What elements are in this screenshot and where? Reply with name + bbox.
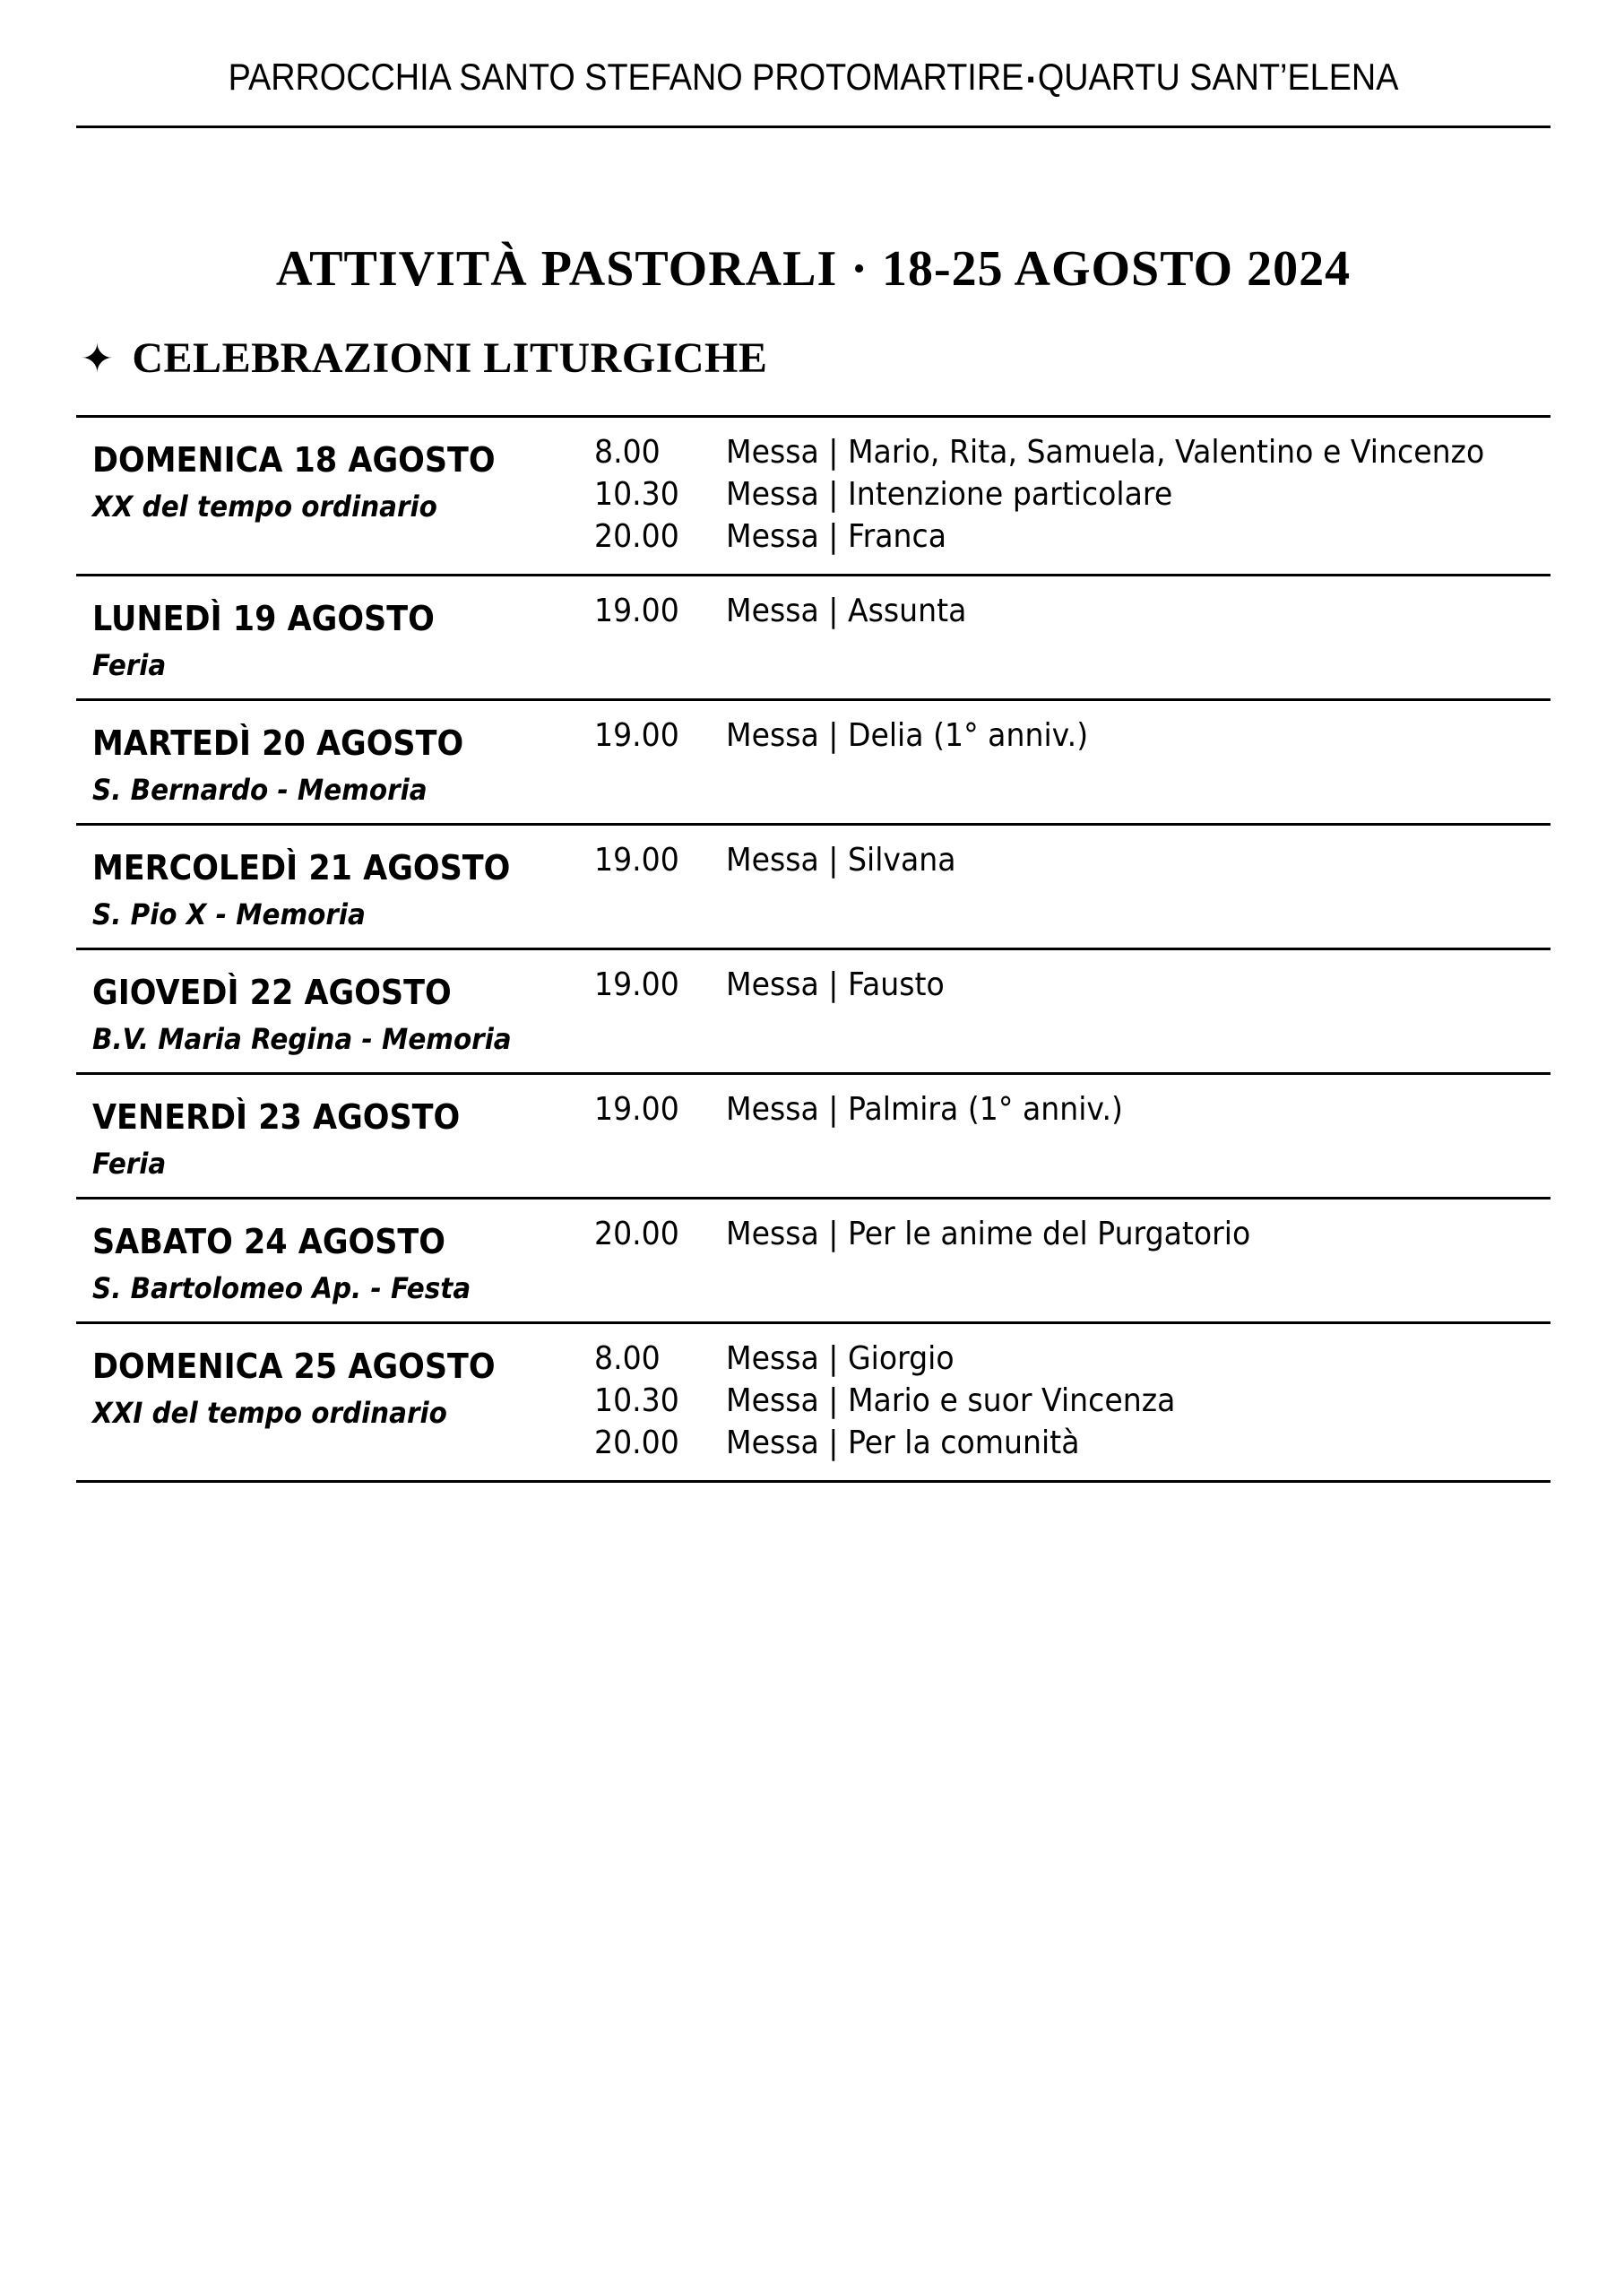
day-description: B.V. Maria Regina - Memoria [92, 1022, 512, 1056]
day-name: DOMENICA 18 AGOSTO [92, 440, 496, 480]
mass-time: 10.30 [594, 476, 679, 513]
mass-list [594, 717, 1544, 759]
day-name: GIOVEDÌ 22 AGOSTO [92, 973, 452, 1012]
parish-name: PARROCCHIA SANTO STEFANO PROTOMARTIRE [228, 56, 1024, 98]
mass-intention: Messa | Silvana [726, 842, 956, 879]
mass-intention: Messa | Assunta [726, 593, 967, 629]
mass-intention: Messa | Per la comunità [726, 1425, 1080, 1461]
header-divider [76, 126, 1551, 128]
day-description: S. Bartolomeo Ap. - Festa [92, 1271, 471, 1305]
mass-entry [594, 1216, 1544, 1258]
star-icon: ✦ [81, 336, 115, 382]
day-description: XXI del tempo ordinario [92, 1396, 447, 1430]
day-row [76, 1324, 1551, 1483]
day-description: XX del tempo ordinario [92, 489, 437, 524]
mass-entry [594, 1091, 1544, 1133]
town-name: QUARTU SANT’ELENA [1037, 56, 1399, 98]
mass-time: 20.00 [594, 1216, 679, 1252]
mass-entry [594, 966, 1544, 1009]
mass-time: 19.00 [594, 842, 679, 879]
mass-intention: Messa | Mario e suor Vincenza [726, 1382, 1176, 1419]
day-row [76, 950, 1551, 1075]
mass-entry [594, 476, 1544, 518]
day-description: S. Bernardo - Memoria [92, 773, 428, 807]
mass-entry [594, 842, 1544, 884]
mass-time: 8.00 [594, 1340, 661, 1377]
section-heading [81, 333, 767, 383]
mass-entry [594, 593, 1544, 635]
mass-intention: Messa | Delia (1° anniv.) [726, 717, 1089, 754]
mass-list [594, 966, 1544, 1009]
day-row [76, 576, 1551, 701]
day-description: Feria [92, 648, 167, 682]
section-label: CELEBRAZIONI LITURGICHE [132, 334, 768, 382]
header-separator: ▪ [1026, 65, 1035, 93]
mass-time: 19.00 [594, 1091, 679, 1128]
mass-time: 19.00 [594, 717, 679, 754]
day-row [76, 701, 1551, 826]
mass-time: 20.00 [594, 518, 679, 555]
day-name: DOMENICA 25 AGOSTO [92, 1347, 496, 1386]
mass-entry [594, 1382, 1544, 1425]
mass-time: 19.00 [594, 966, 679, 1003]
mass-time: 8.00 [594, 434, 661, 471]
day-row [76, 826, 1551, 950]
mass-intention: Messa | Palmira (1° anniv.) [726, 1091, 1123, 1128]
mass-entry [594, 434, 1544, 476]
day-name: SABATO 24 AGOSTO [92, 1222, 446, 1261]
day-name: MERCOLEDÌ 21 AGOSTO [92, 848, 511, 888]
mass-list [594, 842, 1544, 884]
mass-intention: Messa | Fausto [726, 966, 945, 1003]
mass-list [594, 1340, 1544, 1467]
mass-entry [594, 717, 1544, 759]
mass-intention: Messa | Franca [726, 518, 947, 555]
mass-intention: Messa | Per le anime del Purgatorio [726, 1216, 1251, 1252]
mass-time: 10.30 [594, 1382, 679, 1419]
mass-intention: Messa | Mario, Rita, Samuela, Valentino e Vincenzo [726, 434, 1485, 471]
mass-time: 19.00 [594, 593, 679, 629]
mass-time: 20.00 [594, 1425, 679, 1461]
mass-intention: Messa | Intenzione particolare [726, 476, 1173, 513]
mass-intention: Messa | Giorgio [726, 1340, 955, 1377]
mass-list [594, 1216, 1544, 1258]
page-title: ATTIVITÀ PASTORALI · 18-25 AGOSTO 2024 [275, 241, 1352, 297]
day-name: VENERDÌ 23 AGOSTO [92, 1097, 461, 1137]
mass-list [594, 593, 1544, 635]
page-header [150, 56, 1477, 99]
day-description: Feria [92, 1147, 167, 1181]
day-name: LUNEDÌ 19 AGOSTO [92, 599, 435, 638]
day-description: S. Pio X - Memoria [92, 897, 366, 931]
mass-entry [594, 518, 1544, 560]
mass-list [594, 434, 1544, 560]
schedule-table [76, 415, 1551, 1483]
day-name: MARTEDÌ 20 AGOSTO [92, 723, 464, 763]
mass-entry [594, 1340, 1544, 1382]
day-row [76, 1199, 1551, 1324]
day-row [76, 1075, 1551, 1199]
mass-entry [594, 1425, 1544, 1467]
mass-list [594, 1091, 1544, 1133]
day-row [76, 418, 1551, 576]
